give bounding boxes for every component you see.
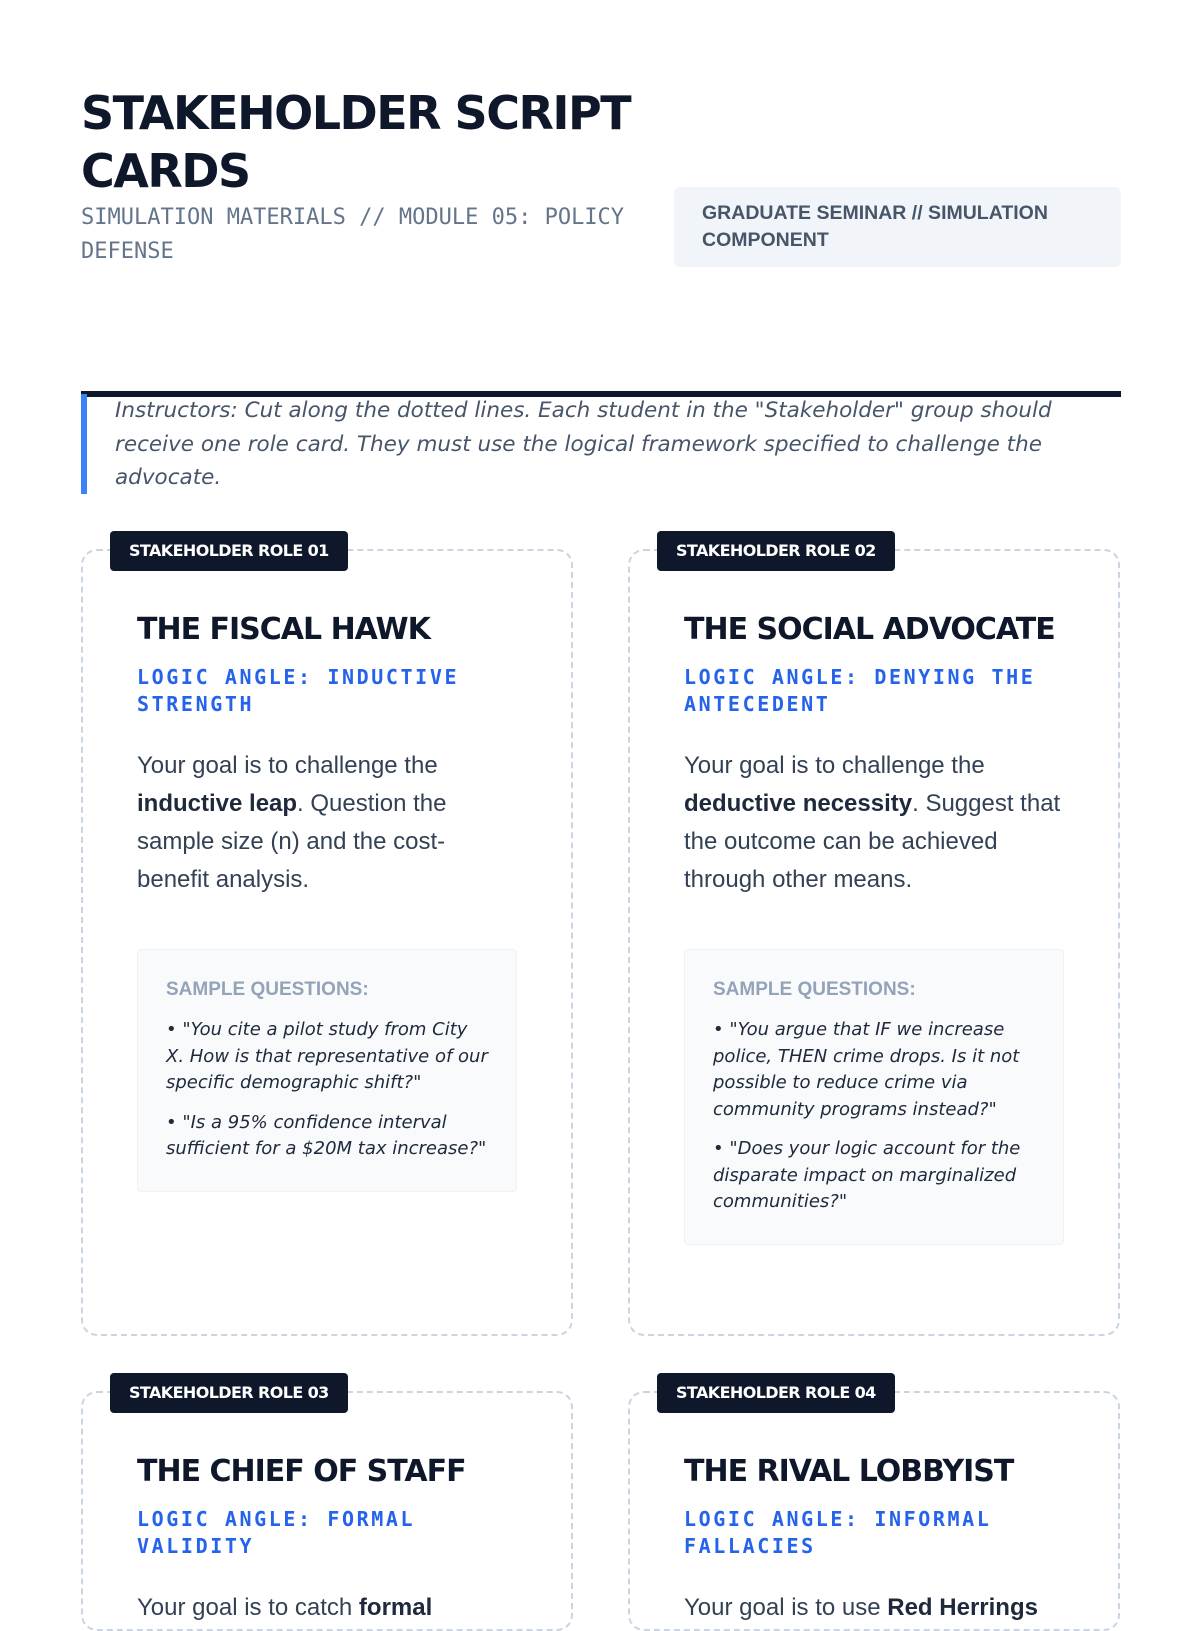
sample-question: • "Is a 95% confidence interval sufficient for a $20M tax increase?" [166,1111,487,1159]
description-text: . Suggest that the outcome can be achieved through other means. [684,790,1061,893]
logic-angle: LOGIC ANGLE: INDUCTIVE STRENGTH [137,665,460,716]
course-badge: GRADUATE SEMINAR // SIMULATION COMPONENT [674,187,1121,267]
description-emphasis: formal [358,1594,433,1621]
page-title: STAKEHOLDER SCRIPT CARDS [81,86,631,198]
logic-angle: LOGIC ANGLE: FORMAL VALIDITY [137,1507,416,1558]
instructions-note: Instructors: Cut along the dotted lines. Each student in the "Stakeholder" group should receive one role card. They must use the logical framework specified to challenge the advocate. [81,394,1121,494]
sample-question: • "You cite a pilot study from City X. How is that representative of our specific demographic shift?" [166,1019,488,1093]
description-emphasis: deductive necessity [684,790,913,817]
sample-questions-label: SAMPLE QUESTIONS: [713,979,916,1000]
role-title: THE CHIEF OF STAFF [137,1454,466,1489]
header [81,84,1121,314]
description-text: Your goal is to challenge the [684,752,985,779]
role-description [684,747,1064,899]
sample-question: • "You argue that IF we increase police, THEN crime drops. Is it not possible to reduce crime via community programs instead?" [713,1019,1020,1120]
role-description [137,1589,517,1627]
sample-questions-label: SAMPLE QUESTIONS: [166,979,369,1000]
card-body [137,1448,517,1627]
role-card [628,541,1120,1336]
role-title: THE SOCIAL ADVOCATE [684,612,1055,647]
role-tag: STAKEHOLDER ROLE 02 [657,531,895,571]
sample-question: • "Does your logic account for the disparate impact on marginalized communities?" [713,1138,1021,1212]
role-card [81,1383,573,1631]
description-text: . Question the sample size (n) and the cost-benefit analysis. [137,790,447,893]
role-tag: STAKEHOLDER ROLE 04 [657,1373,895,1413]
page-subtitle: SIMULATION MATERIALS // MODULE 05: POLICY DEFENSE [81,205,625,264]
role-description [137,747,517,899]
logic-angle: LOGIC ANGLE: INFORMAL FALLACIES [684,1507,992,1558]
description-text: Your goal is to challenge the [137,752,438,779]
role-card [628,1383,1120,1631]
logic-angle: LOGIC ANGLE: DENYING THE ANTECEDENT [684,665,1036,716]
description-text: Your goal is to catch [137,1594,359,1621]
role-title: THE FISCAL HAWK [137,612,430,647]
role-description [684,1589,1064,1627]
role-title: THE RIVAL LOBBYIST [684,1454,1014,1489]
role-tag: STAKEHOLDER ROLE 01 [110,531,348,571]
card-body [684,606,1064,1245]
sample-questions-box [137,949,517,1192]
role-card [81,541,573,1336]
description-emphasis: inductive leap [137,790,298,817]
card-body [684,1448,1064,1627]
description-text: Your goal is to use [684,1594,888,1621]
card-body [137,606,517,1192]
description-emphasis: Red Herrings [887,1594,1038,1621]
role-tag: STAKEHOLDER ROLE 03 [110,1373,348,1413]
sample-questions-box [684,949,1064,1245]
